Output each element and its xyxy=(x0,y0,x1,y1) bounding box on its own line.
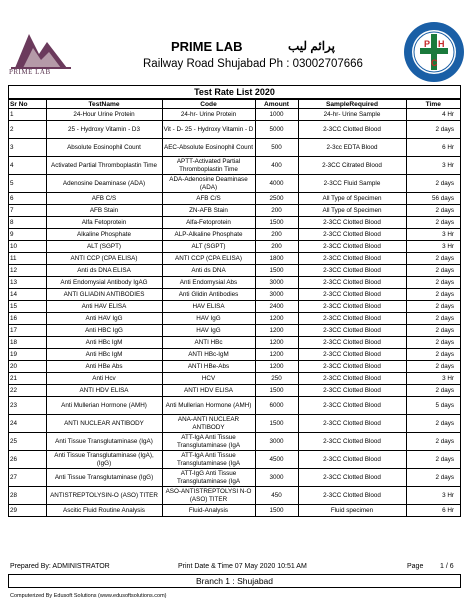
cell-testname: Anti ds DNA ELISA xyxy=(46,265,162,277)
table-row xyxy=(9,469,460,487)
cell-amount: 3000 xyxy=(255,277,298,289)
cell-testname: 25 - Hydroxy Vitamin - D3 xyxy=(46,121,162,139)
cell-sample: 2-3CC Clotted Blood xyxy=(298,451,406,469)
cell-time: 2 days xyxy=(406,469,460,487)
table-row xyxy=(9,301,460,313)
table-row xyxy=(9,337,460,349)
col-header-sample: SampleRequired xyxy=(298,100,406,109)
cell-amount: 400 xyxy=(255,157,298,175)
table-row xyxy=(9,265,460,277)
table-row xyxy=(9,487,460,505)
logo-text: PRIME LAB xyxy=(9,68,51,76)
cell-testname: Anti Tissue Transglutaminase (IgG) xyxy=(46,469,162,487)
cell-amount: 1000 xyxy=(255,109,298,121)
cell-sr: 5 xyxy=(9,175,46,193)
table-row xyxy=(9,361,460,373)
cell-amount: 1200 xyxy=(255,361,298,373)
cell-sample: Fluid specimen xyxy=(298,505,406,517)
cell-code: ANA-ANTI NUCLEAR ANTIBODY xyxy=(162,415,255,433)
cell-code: ATT-IgG Anti Tissue Transglutaminase (IgA xyxy=(162,469,255,487)
cell-amount: 3000 xyxy=(255,433,298,451)
table-row xyxy=(9,229,460,241)
rate-table xyxy=(9,99,460,516)
svg-text:P: P xyxy=(424,39,431,49)
cell-code: APTT-Activated Partial Thromboplastin Time xyxy=(162,157,255,175)
cell-sample: 2-3CC Clotted Blood xyxy=(298,373,406,385)
cell-testname: Anti HBc IgM xyxy=(46,337,162,349)
table-row xyxy=(9,175,460,193)
cell-time: 3 Hr xyxy=(406,229,460,241)
cell-time: 2 days xyxy=(406,121,460,139)
cell-sample: 24-hr- Urine Sample xyxy=(298,109,406,121)
cell-sr: 9 xyxy=(9,229,46,241)
cell-sample: All Type of Specimen xyxy=(298,205,406,217)
cell-time: 2 days xyxy=(406,349,460,361)
table-row xyxy=(9,157,460,175)
cell-amount: 200 xyxy=(255,205,298,217)
cell-testname: Anti HAV ELISA xyxy=(46,301,162,313)
cell-sample: 2-3CC Clotted Blood xyxy=(298,265,406,277)
cell-time: 3 Hr xyxy=(406,373,460,385)
table-row xyxy=(9,397,460,415)
cell-time: 2 days xyxy=(406,337,460,349)
table-row xyxy=(9,217,460,229)
cell-sr: 6 xyxy=(9,193,46,205)
cell-sr: 14 xyxy=(9,289,46,301)
cell-amount: 1500 xyxy=(255,505,298,517)
prepared-by: Prepared By: ADMINISTRATOR xyxy=(10,563,110,570)
lab-name-urdu: پرائم لیب xyxy=(288,39,336,53)
cell-time: 2 days xyxy=(406,289,460,301)
cell-amount: 2400 xyxy=(255,301,298,313)
cell-amount: 1200 xyxy=(255,313,298,325)
cell-sample: 2-3CC Clotted Blood xyxy=(298,217,406,229)
phc-seal xyxy=(402,20,466,84)
table-row xyxy=(9,349,460,361)
cell-amount: 2500 xyxy=(255,193,298,205)
cell-time: 2 days xyxy=(406,385,460,397)
cell-sample: 2-3CC Clotted Blood xyxy=(298,253,406,265)
cell-code: ATT-IgA Anti Tissue Transglutaminase (IgA xyxy=(162,433,255,451)
cell-time: 3 Hr xyxy=(406,157,460,175)
col-header-testname: TestName xyxy=(46,100,162,109)
cell-sr: 15 xyxy=(9,301,46,313)
cell-amount: 6000 xyxy=(255,397,298,415)
cell-code: ANTI HBe-Abs xyxy=(162,361,255,373)
cell-sr: 16 xyxy=(9,313,46,325)
cell-testname: Anti HBc IgM xyxy=(46,349,162,361)
cell-code: Vit - D- 25 - Hydroxy Vitamin - D xyxy=(162,121,255,139)
cell-sr: 13 xyxy=(9,277,46,289)
cell-time: 2 days xyxy=(406,301,460,313)
cell-time: 2 days xyxy=(406,277,460,289)
cell-sample: 2-3CC Clotted Blood xyxy=(298,289,406,301)
cell-amount: 1500 xyxy=(255,385,298,397)
cell-time: 6 Hr xyxy=(406,139,460,157)
cell-time: 2 days xyxy=(406,253,460,265)
cell-code: AFB C/S xyxy=(162,193,255,205)
cell-testname: Anti HBC IgG xyxy=(46,325,162,337)
cell-sample: 2-3CC Clotted Blood xyxy=(298,277,406,289)
cell-amount: 1200 xyxy=(255,325,298,337)
cell-sample: 2-3CC Clotted Blood xyxy=(298,397,406,415)
cell-code: ANTI HBc xyxy=(162,337,255,349)
cell-amount: 250 xyxy=(255,373,298,385)
cell-code: ASO-ANTISTREPTOLYSI N-O (ASO) TITER xyxy=(162,487,255,505)
cell-code: AEC-Absolute Eosinophil Count xyxy=(162,139,255,157)
cell-time: 2 days xyxy=(406,217,460,229)
cell-amount: 1200 xyxy=(255,337,298,349)
cell-time: 2 days xyxy=(406,361,460,373)
cell-sample: 2-3CC Clotted Blood xyxy=(298,349,406,361)
cell-testname: Absolute Eosinophil Count xyxy=(46,139,162,157)
cell-sample: 2-3CC Clotted Blood xyxy=(298,301,406,313)
cell-time: 2 days xyxy=(406,205,460,217)
table-row xyxy=(9,325,460,337)
cell-sample: 2-3CC Clotted Blood xyxy=(298,241,406,253)
cell-sample: 2-3CC Clotted Blood xyxy=(298,229,406,241)
table-row xyxy=(9,139,460,157)
cell-code: ANTI HDV ELISA xyxy=(162,385,255,397)
cell-sample: All Type of Specimen xyxy=(298,193,406,205)
cell-sample: 2-3CC Clotted Blood xyxy=(298,433,406,451)
cell-time: 5 days xyxy=(406,397,460,415)
cell-sample: 2-3cc EDTA Blood xyxy=(298,139,406,157)
table-row xyxy=(9,193,460,205)
cell-code: ZN-AFB Stain xyxy=(162,205,255,217)
cell-code: Anti Glidin Antibodies xyxy=(162,289,255,301)
cell-amount: 1800 xyxy=(255,253,298,265)
cell-sr: 28 xyxy=(9,487,46,505)
cell-code: Anti Endomysial Abs xyxy=(162,277,255,289)
cell-testname: ANTI GLIADIN ANTIBODIES xyxy=(46,289,162,301)
table-row xyxy=(9,121,460,139)
cell-sr: 7 xyxy=(9,205,46,217)
cell-time: 2 days xyxy=(406,433,460,451)
print-date-time: Print Date & Time 07 May 2020 10:51 AM xyxy=(178,563,307,570)
cell-sr: 26 xyxy=(9,451,46,469)
table-row xyxy=(9,205,460,217)
cell-testname: ALT (SGPT) xyxy=(46,241,162,253)
cell-time: 2 days xyxy=(406,451,460,469)
cell-sr: 3 xyxy=(9,139,46,157)
report-title: Test Rate List 2020 xyxy=(9,86,460,99)
cell-sr: 1 xyxy=(9,109,46,121)
cell-code: HAV IgG xyxy=(162,313,255,325)
cell-sr: 17 xyxy=(9,325,46,337)
table-row xyxy=(9,109,460,121)
cell-amount: 200 xyxy=(255,229,298,241)
cell-sr: 18 xyxy=(9,337,46,349)
cell-code: ANTI HBc-IgM xyxy=(162,349,255,361)
table-row xyxy=(9,313,460,325)
cell-sr: 2 xyxy=(9,121,46,139)
cell-testname: Anti Mullerian Hormone (AMH) xyxy=(46,397,162,415)
cell-code: Fluid-Analysis xyxy=(162,505,255,517)
cell-amount: 5000 xyxy=(255,121,298,139)
cell-amount: 3000 xyxy=(255,289,298,301)
cell-testname: Anti HAV IgG xyxy=(46,313,162,325)
cell-code: 24-hr- Urine Protein xyxy=(162,109,255,121)
cell-sr: 27 xyxy=(9,469,46,487)
cell-amount: 4000 xyxy=(255,175,298,193)
cell-testname: ANTI HDV ELISA xyxy=(46,385,162,397)
cell-sr: 4 xyxy=(9,157,46,175)
cell-testname: Anti Tissue Transglutaminase (IgA), (IgG) xyxy=(46,451,162,469)
computerized-by: Computerized By Edusoft Solutions (www.edusoftsolutions.com) xyxy=(10,593,167,599)
cell-time: 2 days xyxy=(406,313,460,325)
cell-sample: 2-3CC Clotted Blood xyxy=(298,469,406,487)
cell-code: Alfa-Fetoprotein xyxy=(162,217,255,229)
table-row xyxy=(9,415,460,433)
cell-testname: AFB C/S xyxy=(46,193,162,205)
cell-time: 6 Hr xyxy=(406,505,460,517)
cell-sr: 12 xyxy=(9,265,46,277)
cell-sample: 2-3CC Clotted Blood xyxy=(298,361,406,373)
page-label: Page xyxy=(407,563,424,570)
cell-time: 56 days xyxy=(406,193,460,205)
cell-testname: Adenosine Deaminase (ADA) xyxy=(46,175,162,193)
cell-sr: 23 xyxy=(9,397,46,415)
cell-sr: 8 xyxy=(9,217,46,229)
cell-testname: ANTI CCP (CPA ELISA) xyxy=(46,253,162,265)
col-header-code: Code xyxy=(162,100,255,109)
table-row xyxy=(9,505,460,517)
cell-sr: 21 xyxy=(9,373,46,385)
table-row xyxy=(9,451,460,469)
cell-testname: ANTI NUCLEAR ANTIBODY xyxy=(46,415,162,433)
col-header-amount: Amount xyxy=(255,100,298,109)
cell-testname: Alkaline Phosphate xyxy=(46,229,162,241)
cell-time: 2 days xyxy=(406,265,460,277)
lab-address-phone: Railway Road Shujabad Ph : 03002707666 xyxy=(143,58,363,70)
cell-testname: Ascitic Fluid Routine Analysis xyxy=(46,505,162,517)
cell-sample: 2-3CC Clotted Blood xyxy=(298,325,406,337)
cell-sample: 2-3CC Clotted Blood xyxy=(298,415,406,433)
svg-text:H: H xyxy=(438,39,445,49)
table-row xyxy=(9,373,460,385)
cell-amount: 1500 xyxy=(255,265,298,277)
cell-testname: AFB Stain xyxy=(46,205,162,217)
cell-amount: 3000 xyxy=(255,469,298,487)
col-header-time: Time xyxy=(406,100,460,109)
cell-sample: 2-3CC Fluid Sample xyxy=(298,175,406,193)
cell-sample: 2-3CC Clotted Blood xyxy=(298,313,406,325)
cell-code: ALT (SGPT) xyxy=(162,241,255,253)
cell-code: ATT-IgA Anti Tissue Transglutaminase (IgA xyxy=(162,451,255,469)
page-number: 1 / 6 xyxy=(440,563,454,570)
cell-time: 2 days xyxy=(406,325,460,337)
cell-sample: 2-3CC Clotted Blood xyxy=(298,487,406,505)
rate-list-report xyxy=(8,85,461,517)
cell-sample: 2-3CC Clotted Blood xyxy=(298,385,406,397)
cell-time: 3 Hr xyxy=(406,241,460,253)
lab-name: PRIME LAB xyxy=(171,39,243,54)
cell-sample: 2-3CC Clotted Blood xyxy=(298,121,406,139)
branch-bar: Branch 1 : Shujabad xyxy=(8,574,461,588)
cell-amount: 450 xyxy=(255,487,298,505)
table-row xyxy=(9,289,460,301)
cell-sample: 2-3CC Clotted Blood xyxy=(298,337,406,349)
cell-testname: Alfa Fetoprotein xyxy=(46,217,162,229)
table-header-row xyxy=(9,100,460,109)
cell-code: ANTI CCP (CPA ELISA) xyxy=(162,253,255,265)
cell-code: ADA-Adenosine Deaminase (ADA) xyxy=(162,175,255,193)
cell-testname: Anti HBe Abs xyxy=(46,361,162,373)
cell-code: HCV xyxy=(162,373,255,385)
table-row xyxy=(9,277,460,289)
cell-amount: 500 xyxy=(255,139,298,157)
cell-testname: 24-Hour Urine Protein xyxy=(46,109,162,121)
cell-amount: 1500 xyxy=(255,415,298,433)
cell-code: HAV ELISA xyxy=(162,301,255,313)
cell-amount: 4500 xyxy=(255,451,298,469)
cell-sr: 29 xyxy=(9,505,46,517)
cell-testname: Anti Endomysial Antibody IgAG xyxy=(46,277,162,289)
cell-testname: Activated Partial Thromboplastin Time xyxy=(46,157,162,175)
cell-time: 4 Hr xyxy=(406,109,460,121)
cell-testname: ANTISTREPTOLYSIN-O (ASO) TITER xyxy=(46,487,162,505)
table-row xyxy=(9,241,460,253)
cell-code: ALP-Alkaline Phosphate xyxy=(162,229,255,241)
col-header-sr: Sr No xyxy=(9,100,46,109)
cell-testname: Anti Hcv xyxy=(46,373,162,385)
cell-sample: 2-3CC Citrated Blood xyxy=(298,157,406,175)
cell-sr: 19 xyxy=(9,349,46,361)
cell-time: 3 Hr xyxy=(406,487,460,505)
svg-text:C: C xyxy=(431,58,438,68)
cell-sr: 22 xyxy=(9,385,46,397)
table-row xyxy=(9,253,460,265)
cell-sr: 11 xyxy=(9,253,46,265)
cell-amount: 200 xyxy=(255,241,298,253)
cell-sr: 25 xyxy=(9,433,46,451)
cell-amount: 1200 xyxy=(255,349,298,361)
cell-time: 2 days xyxy=(406,175,460,193)
table-row xyxy=(9,385,460,397)
cell-sr: 24 xyxy=(9,415,46,433)
cell-time: 2 days xyxy=(406,415,460,433)
cell-code: HAV IgG xyxy=(162,325,255,337)
cell-sr: 10 xyxy=(9,241,46,253)
cell-code: Anti Mullerian Hormone (AMH) xyxy=(162,397,255,415)
cell-testname: Anti Tissue Transglutaminase (IgA) xyxy=(46,433,162,451)
cell-amount: 1500 xyxy=(255,217,298,229)
cell-sr: 20 xyxy=(9,361,46,373)
table-row xyxy=(9,433,460,451)
cell-code: Anti ds DNA xyxy=(162,265,255,277)
